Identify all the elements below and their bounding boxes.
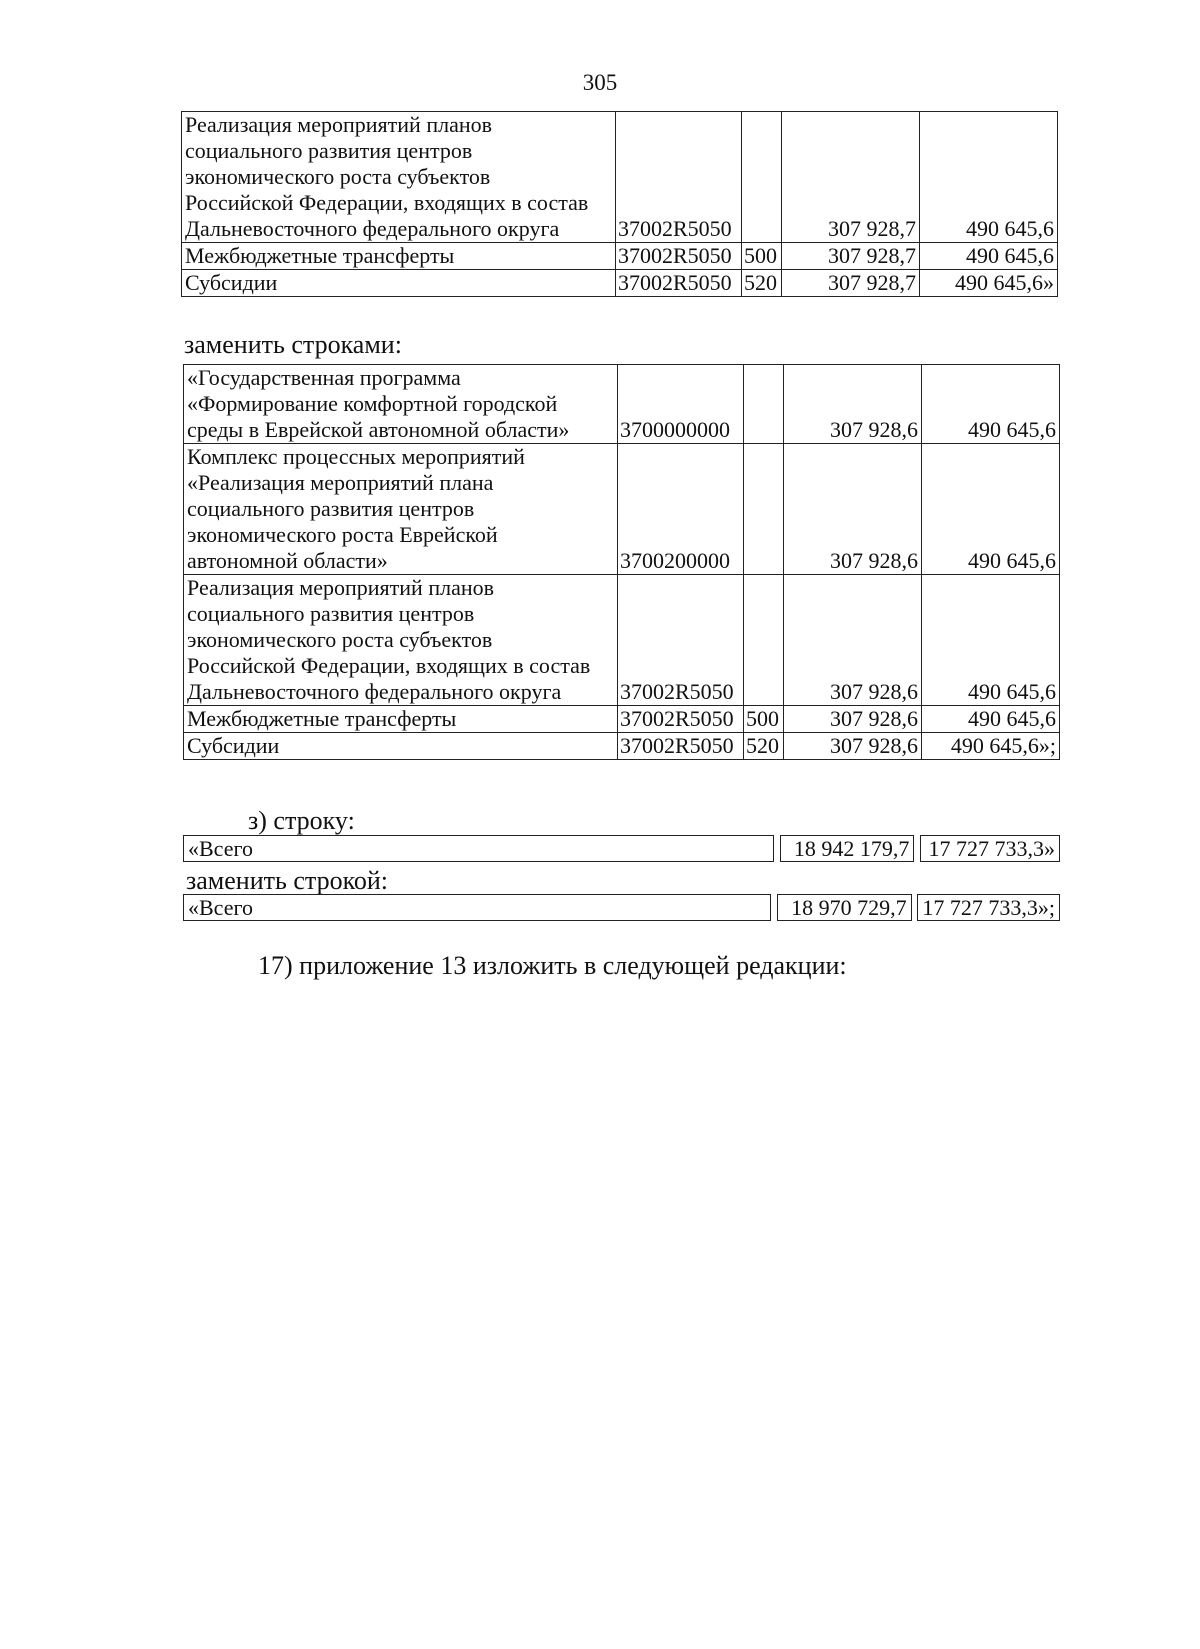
old-budget-table — [181, 111, 1058, 297]
table-row — [182, 243, 1058, 270]
expense-type-code: 520 — [744, 733, 784, 760]
amount-year-1: 307 928,6 — [784, 444, 922, 575]
target-article-code: 37002R5050 — [618, 575, 744, 706]
amount-year-2: 490 645,6»; — [922, 733, 1060, 760]
row-description: Реализация мероприятий планов социального развития центров экономического роста субъектов Российской Федерации, входящих в состав Дальневосточного федерального округа — [184, 575, 618, 706]
amount-year-1: 307 928,6 — [784, 706, 922, 733]
amount-year-2: 490 645,6 — [920, 243, 1058, 270]
target-article-code: 37002R5050 — [618, 706, 744, 733]
table-row — [184, 575, 1060, 706]
total-new-table — [183, 894, 1060, 921]
target-article-code: 37002R5050 — [616, 270, 742, 297]
total-amount-year-2: 17 727 733,3» — [920, 835, 1060, 862]
expense-type-code — [744, 365, 784, 444]
table-row — [184, 444, 1060, 575]
amount-year-1: 307 928,7 — [782, 243, 920, 270]
amount-year-2: 490 645,6» — [920, 270, 1058, 297]
total-label: «Всего — [183, 835, 774, 862]
item-z-caption: з) строку: — [248, 806, 355, 835]
row-description: Межбюджетные трансферты — [184, 706, 618, 733]
table-row — [183, 835, 1060, 862]
expense-type-code: 500 — [742, 243, 782, 270]
target-article-code: 3700200000 — [618, 444, 744, 575]
amount-year-1: 307 928,7 — [782, 270, 920, 297]
amount-year-1: 307 928,6 — [784, 365, 922, 444]
table-row — [182, 112, 1058, 243]
amount-year-2: 490 645,6 — [922, 706, 1060, 733]
total-old-table — [183, 835, 1060, 862]
expense-type-code: 500 — [744, 706, 784, 733]
row-description: Межбюджетные трансферты — [182, 243, 616, 270]
replace-row-caption: заменить строкой: — [186, 866, 389, 895]
total-amount-year-1: 18 942 179,7 — [780, 835, 915, 862]
table-row — [183, 894, 1060, 921]
page-number: 305 — [582, 70, 618, 95]
amount-year-1: 307 928,6 — [784, 733, 922, 760]
target-article-code: 3700000000 — [618, 365, 744, 444]
amount-year-1: 307 928,7 — [782, 112, 920, 243]
target-article-code: 37002R5050 — [616, 112, 742, 243]
amount-year-2: 490 645,6 — [922, 365, 1060, 444]
table-row — [184, 733, 1060, 760]
closing-instruction: 17) приложение 13 изложить в следующей редакции: — [258, 951, 847, 980]
amount-year-2: 490 645,6 — [922, 444, 1060, 575]
expense-type-code — [742, 112, 782, 243]
total-amount-year-2: 17 727 733,3»; — [917, 894, 1060, 921]
table-row — [184, 706, 1060, 733]
expense-type-code — [744, 444, 784, 575]
amount-year-2: 490 645,6 — [920, 112, 1058, 243]
row-description: Субсидии — [184, 733, 618, 760]
row-description: Комплекс процессных мероприятий «Реализация мероприятий плана социального развития центров экономического роста Еврейской автономной области» — [184, 444, 618, 575]
expense-type-code: 520 — [742, 270, 782, 297]
expense-type-code — [744, 575, 784, 706]
table-row — [182, 270, 1058, 297]
total-amount-year-1: 18 970 729,7 — [777, 894, 912, 921]
total-label: «Всего — [183, 894, 771, 921]
amount-year-2: 490 645,6 — [922, 575, 1060, 706]
row-description: Субсидии — [182, 270, 616, 297]
amount-year-1: 307 928,6 — [784, 575, 922, 706]
row-description: «Государственная программа «Формирование комфортной городской среды в Еврейской автономной области» — [184, 365, 618, 444]
row-description: Реализация мероприятий планов социального развития центров экономического роста субъектов Российской Федерации, входящих в состав Дальневосточного федерального округа — [182, 112, 616, 243]
target-article-code: 37002R5050 — [616, 243, 742, 270]
replace-rows-caption: заменить строками: — [184, 330, 402, 359]
target-article-code: 37002R5050 — [618, 733, 744, 760]
new-budget-table — [183, 364, 1060, 760]
table-row — [184, 365, 1060, 444]
